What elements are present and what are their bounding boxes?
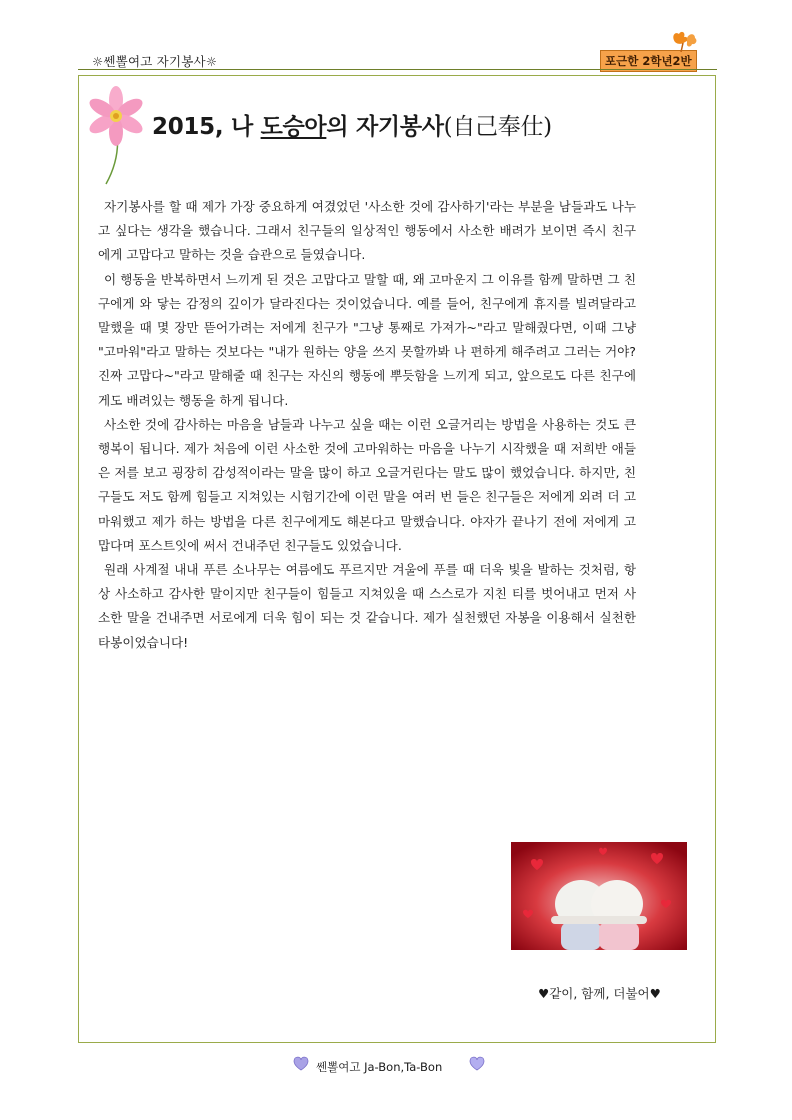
title-prefix: 2015, 나 [152,114,261,140]
paragraph: 사소한 것에 감사하는 마음을 남들과 나누고 싶을 때는 이런 오글거리는 방법을 사용하는 것도 큰 행복이 됩니다. 제가 처음에 이런 사소한 것에 고마워하는 마음을 나누기 시작했을 때 저희반 애들은 저를 보고 굉장히 감성적이라는 말을 많이 하고 오글거린다는 말도 많이 했었습니다. 하지만, 친구들도 저도 함께 힘들고 지쳐있는 시험기간에 이런 말을 여러 번 들은 친구들은 저에게 외려 더 고마워했고 제가 하는 방법을 다른 친구에게도 해본다고 말했습니다. 야자가 끝나기 전에 저에게 고맙다며 포스트잇에 써서 건내주던 친구들도 있었습니다. [98,416,636,553]
author-name: 도승아 [260,114,327,140]
paragraph: 원래 사계절 내내 푸른 소나무는 여름에도 푸르지만 겨울에 푸를 때 더욱 빛을 발하는 것처럼, 항상 사소하고 감사한 말이지만 친구들이 힘들고 지쳐있을 때 스스로가 지친 티를 벗어내고 먼저 사소한 말을 건내주면 서로에게 더욱 힘이 되는 것 같습니다. 제가 실천했던 자봉을 이용해서 실천한 타봉이었습니다! [98,562,636,650]
paragraph: 자기봉사를 할 때 제가 가장 중요하게 여겼었던 '사소한 것에 감사하기'라는 부분을 남들과도 나누고 싶다는 생각을 했습니다. 그래서 친구들의 일상적인 행동에서 사소한 배려가 보이면 즉시 친구에게 고맙다고 말하는 것을 습관으로 들였습니다. [98,199,636,263]
purple-heart-icon [466,1055,488,1073]
header-divider [78,69,717,70]
class-badge: 포근한 2학년2반 [600,50,697,72]
purple-heart-icon [290,1055,312,1073]
footer-text: 쎈뽈여고 Ja-Bon,Ta-Bon [316,1060,443,1074]
header-title: ☼쎈뽈여고 자기봉사☼ [92,54,218,69]
image-caption: ♥같이, 함께, 더불어♥ [538,986,661,1001]
orange-leaf-icon [669,28,699,54]
title-suffix: 의 자기봉사 [326,114,444,140]
paragraph: 이 행동을 반복하면서 느끼게 된 것은 고맙다고 말할 때, 왜 고마운지 그 이유를 함께 말하면 그 친구에게 와 닿는 감정의 깊이가 달라진다는 것이었습니다. 예를 들어, 친구에게 휴지를 빌려달라고 말했을 때 몇 장만 뜯어가려는 저에게 친구가 "그냥 통째로 가져가~"라고 말해줬다면, 이때 그냥 "고마워"라고 말하는 것보다는 "내가 원하는 양을 쓰지 못할까봐 나 편하게 해주려고 그러는 거야? 진짜 고맙다~"라고 말해줄 때 친구는 자신의 행동에 뿌듯함을 느끼게 되고, 앞으로도 다른 친구에게도 배려있는 행동을 하게 됩니다. [98,271,636,408]
title-hanja: (自己奉仕) [443,114,552,140]
essay-body [98,195,636,655]
hugging-couple-image [511,842,687,950]
cosmos-flower-icon [86,86,156,186]
page-title [152,108,552,141]
